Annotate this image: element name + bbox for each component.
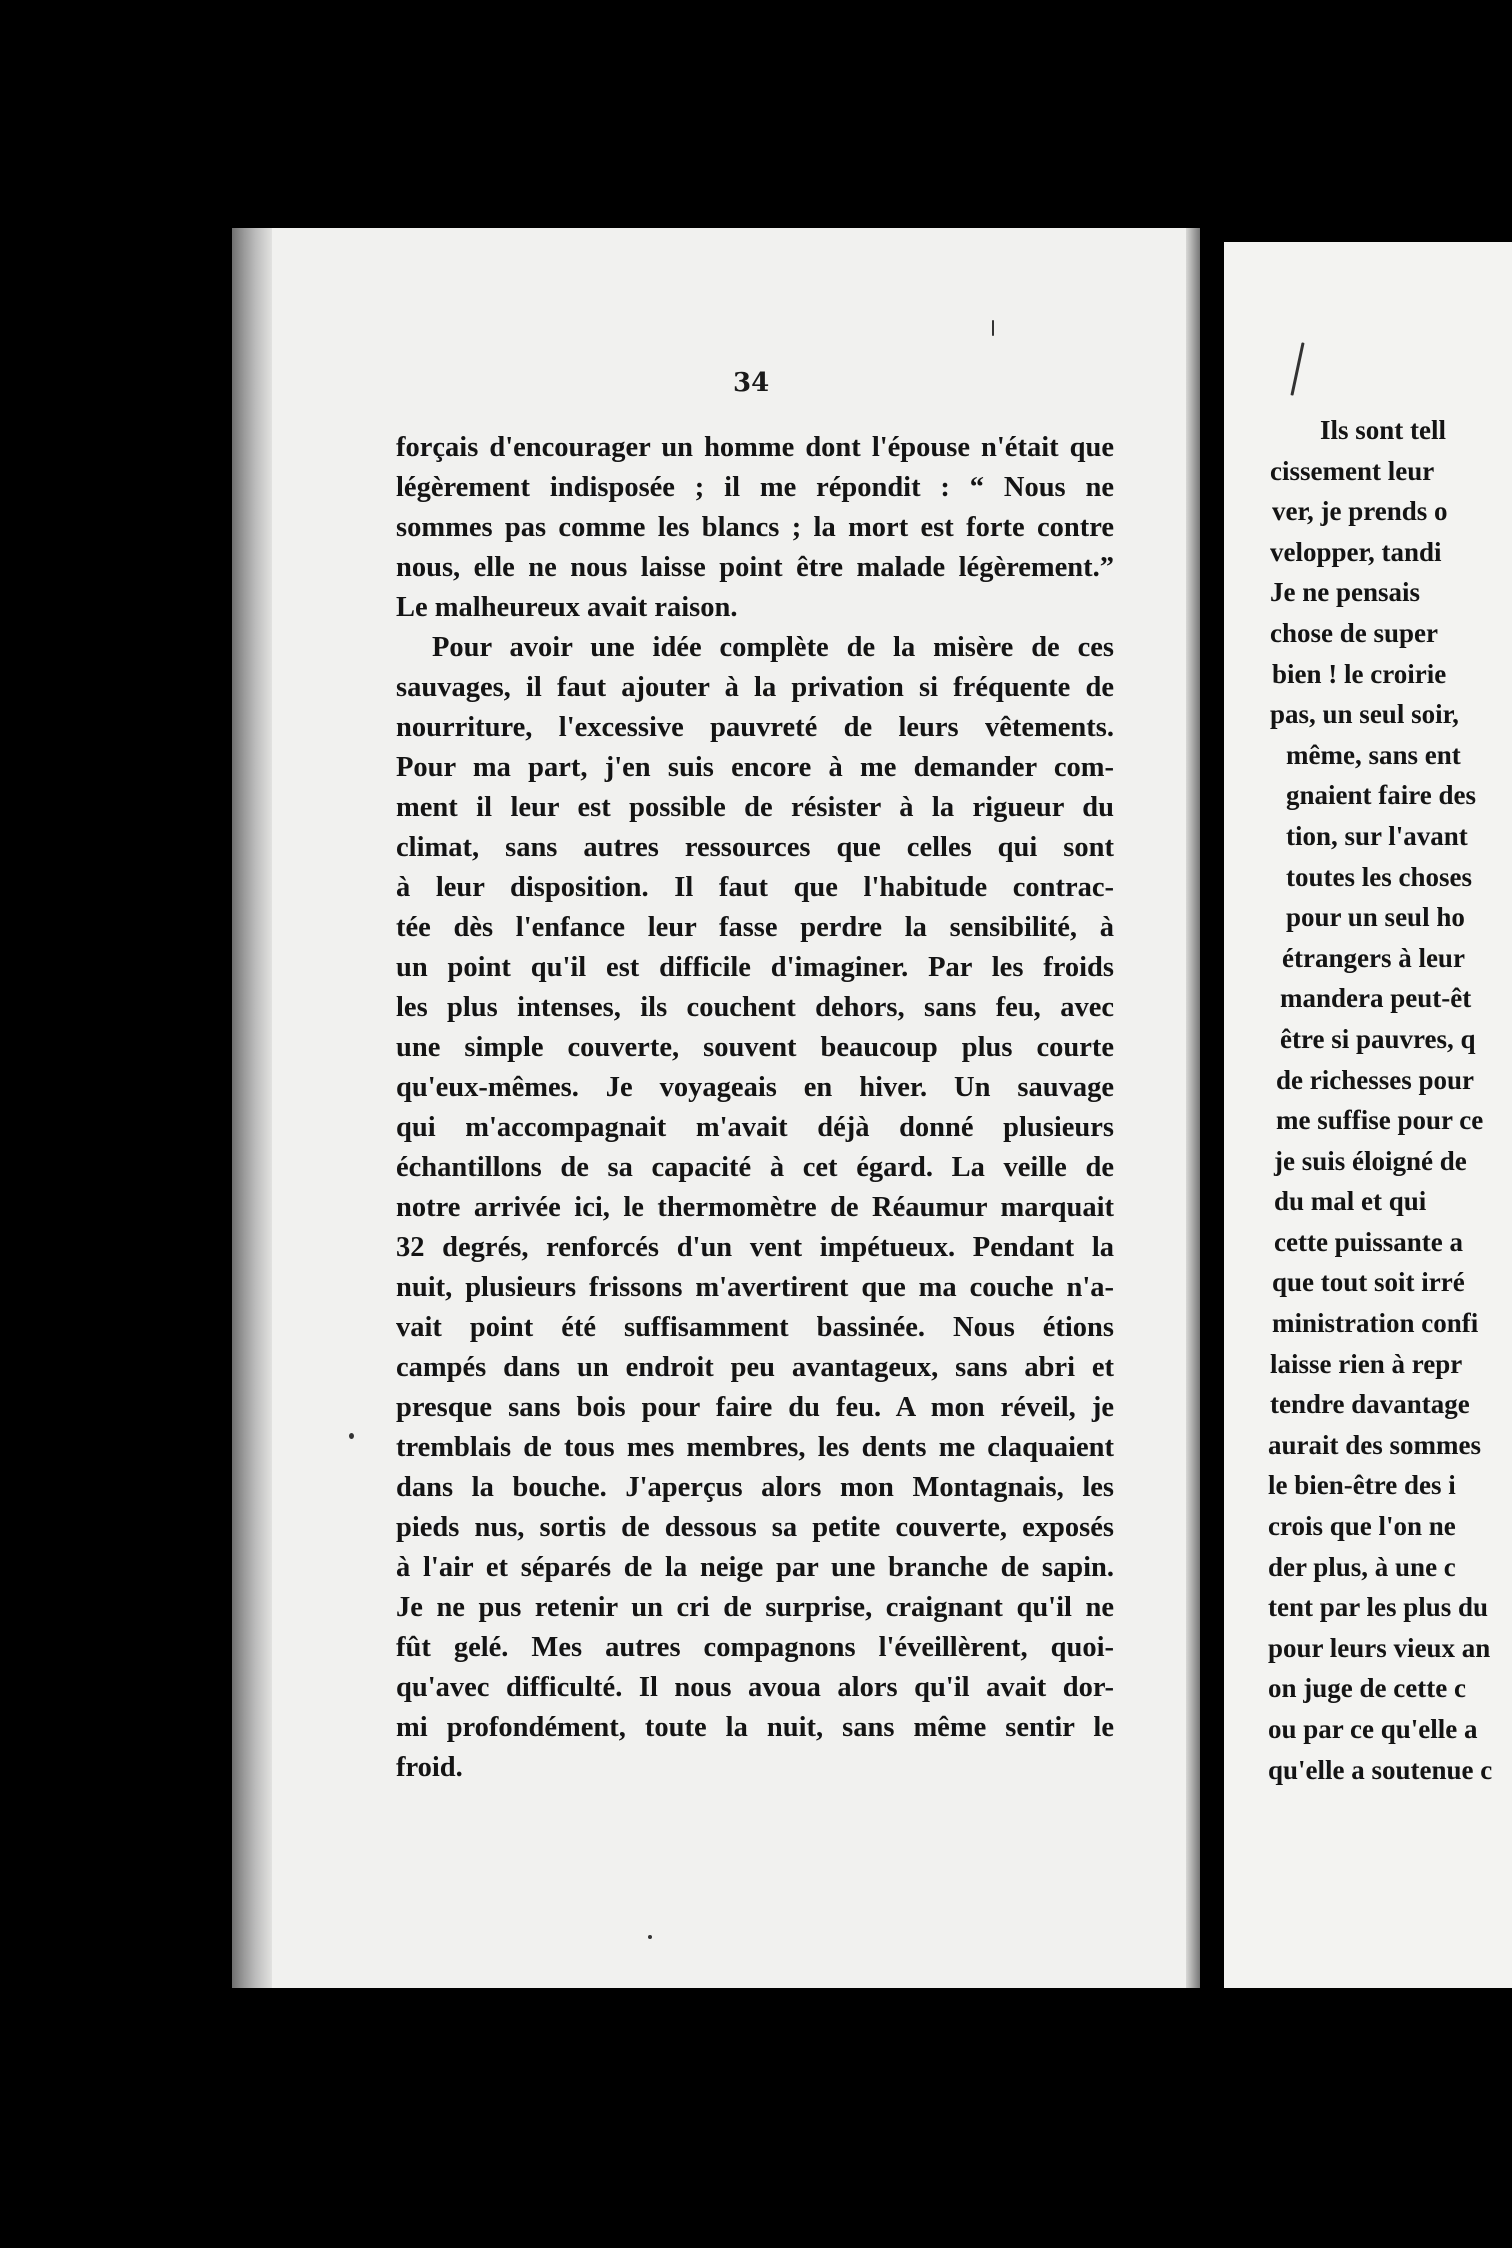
text-line: sommes pas comme les blancs ; la mort est forte contre [396,512,1114,543]
text-line: presque sans bois pour faire du feu. A mon réveil, je [396,1392,1114,1423]
text-line: pour leurs vieux an [1268,1632,1491,1663]
page-gutter [1200,228,1224,1988]
text-line: du mal et qui [1274,1186,1427,1217]
scan-speck [648,1935,652,1939]
text-line: Ils sont tell [1320,415,1447,445]
left-page-fold-shadow [1186,228,1200,1988]
text-line: cette puissante a [1274,1226,1463,1257]
text-line: vait point été suffisamment bassinée. Nous étions [396,1312,1114,1343]
text-line: pieds nus, sortis de dessous sa petite couverte, exposés [396,1512,1114,1543]
text-line: pour un seul ho [1286,902,1465,933]
text-line: ministration confi [1272,1308,1479,1339]
text-line: sauvages, il faut ajouter à la privation si fréquente de [396,672,1114,703]
text-line: me suffise pour ce [1276,1105,1484,1136]
text-line: notre arrivée ici, le thermomètre de Réaumur marquait [396,1192,1114,1223]
text-line: ver, je prends o [1272,496,1448,527]
text-line: je suis éloigné de [1274,1145,1467,1176]
text-line: le bien-être des i [1268,1470,1456,1501]
text-line: mi profondément, toute la nuit, sans même sentir le [396,1712,1114,1743]
text-line: 32 degrés, renforcés d'un vent impétueux. Pendant la [396,1232,1114,1263]
text-line: campés dans un endroit peu avantageux, sans abri et [396,1352,1114,1383]
text-line: une simple couverte, souvent beaucoup plus courte [396,1032,1114,1063]
page-number: 34 [733,368,770,398]
text-line: crois que l'on ne [1268,1511,1456,1542]
text-line: à l'air et séparés de la neige par une branche de sapin. [396,1552,1114,1583]
text-line: pas, un seul soir, [1270,699,1459,730]
text-line: de richesses pour [1276,1064,1474,1095]
text-line: qu'eux-mêmes. Je voyageais en hiver. Un sauvage [396,1072,1114,1103]
text-line: un point qu'il est difficile d'imaginer. Par les froids [396,952,1114,983]
text-line: tendre davantage [1270,1389,1470,1420]
text-line: qui m'accompagnait m'avait déjà donné plusieurs [396,1112,1114,1143]
text-line: nourriture, l'excessive pauvreté de leurs vêtements. [396,712,1114,743]
scan-speck [349,1433,354,1439]
text-line: velopper, tandi [1270,536,1442,567]
text-line: les plus intenses, ils couchent dehors, sans feu, avec [396,992,1114,1023]
text-line: tée dès l'enfance leur fasse perdre la sensibilité, à [396,912,1114,943]
text-line: tion, sur l'avant [1286,820,1468,851]
text-line: toutes les choses [1286,861,1472,892]
text-line: der plus, à une c [1268,1551,1456,1582]
text-line: Je ne pensais [1270,577,1421,608]
text-line: Pour ma part, j'en suis encore à me demander com- [396,752,1114,783]
text-line: même, sans ent [1286,739,1461,770]
text-line: on juge de cette c [1268,1673,1466,1704]
text-line: tent par les plus du [1268,1592,1489,1623]
text-line: climat, sans autres ressources que celles qui sont [396,832,1114,863]
text-line: être si pauvres, q [1280,1023,1476,1054]
text-line: à leur disposition. Il faut que l'habitude contrac- [396,872,1114,903]
text-line: étrangers à leur [1282,942,1465,973]
text-line: chose de super [1270,617,1438,648]
scan-speck [992,320,994,336]
text-line: tremblais de tous mes membres, les dents me claquaient [396,1432,1114,1463]
text-line: nuit, plusieurs frissons m'avertirent que ma couche n'a- [396,1272,1114,1303]
text-line: nous, elle ne nous laisse point être malade légèrement.” [396,552,1114,583]
text-line: froid. [396,1752,463,1783]
right-page-body-text [1268,410,1512,1790]
text-line: mandera peut-êt [1280,983,1472,1014]
text-line: bien ! le croirie [1272,658,1447,689]
text-line: que tout soit irré [1272,1267,1465,1298]
text-line: forçais d'encourager un homme dont l'épouse n'était que [396,432,1114,463]
text-line: qu'avec difficulté. Il nous avoua alors qu'il avait dor- [396,1672,1114,1703]
text-line: Pour avoir une idée complète de la misère de ces [432,632,1114,663]
text-line: gnaient faire des [1286,780,1476,811]
text-line: échantillons de sa capacité à cet égard. La veille de [396,1152,1114,1183]
text-line: légèrement indisposée ; il me répondit : “ Nous ne [396,472,1114,503]
text-line: Le malheureux avait raison. [396,592,738,623]
left-page-body-text [396,428,1114,1788]
text-line: cissement leur [1270,455,1435,486]
text-line: ment il leur est possible de résister à la rigueur du [396,792,1114,823]
text-line: aurait des sommes [1268,1429,1481,1460]
text-line: dans la bouche. J'aperçus alors mon Montagnais, les [396,1472,1114,1503]
text-line: fût gelé. Mes autres compagnons l'éveillèrent, quoi- [396,1632,1114,1663]
text-line: ou par ce qu'elle a [1268,1714,1478,1744]
text-line: Je ne pus retenir un cri de surprise, craignant qu'il ne [396,1592,1114,1623]
left-page-binding-edge [232,228,272,1988]
text-line: laisse rien à repr [1270,1348,1463,1379]
text-line: qu'elle a soutenue c [1268,1754,1493,1785]
